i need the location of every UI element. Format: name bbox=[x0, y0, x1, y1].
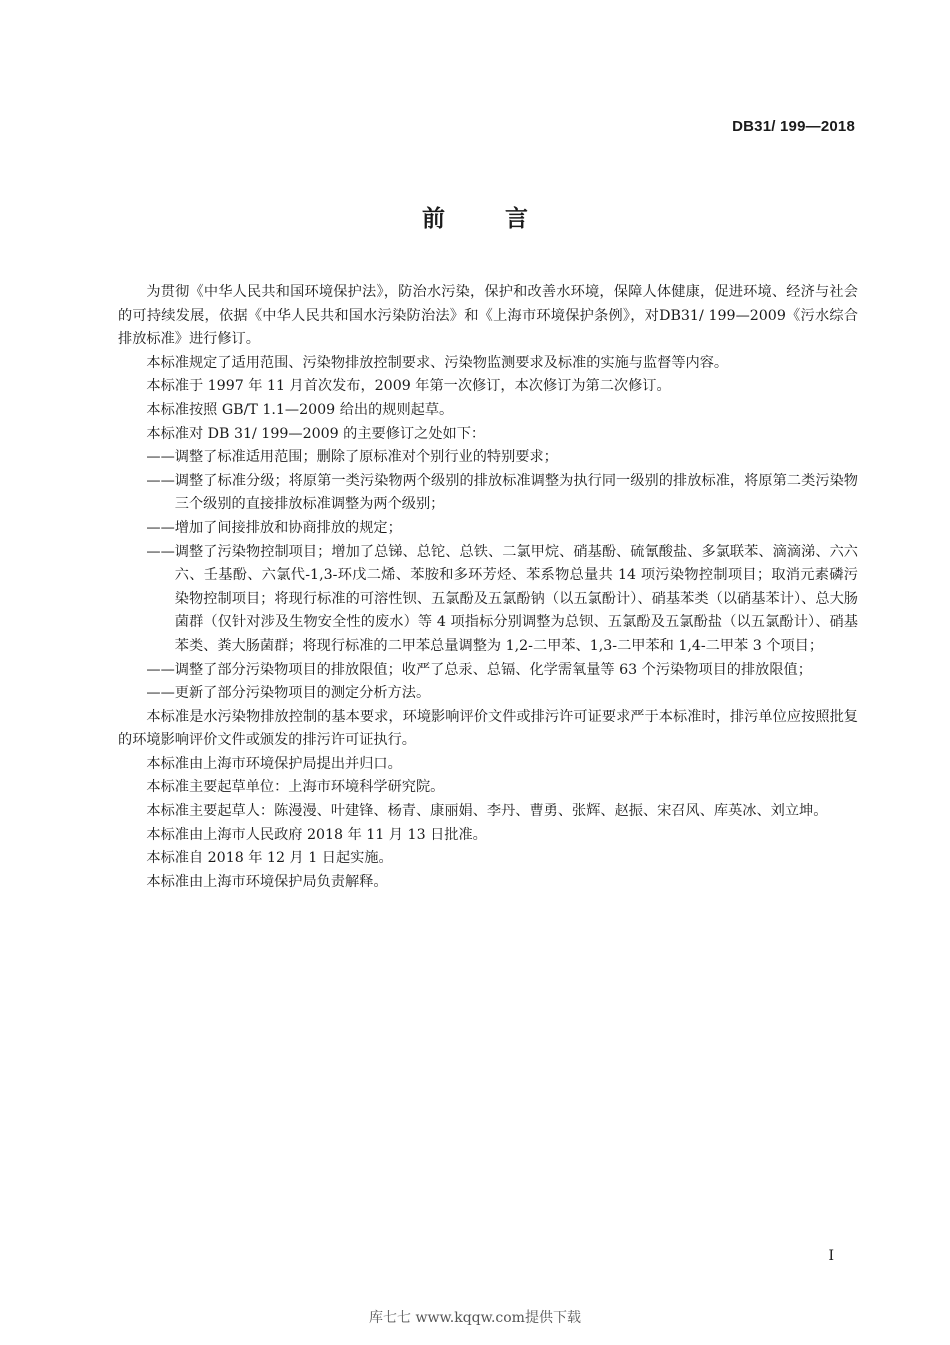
paragraph: 本标准是水污染物排放控制的基本要求，环境影响评价文件或排污许可证要求严于本标准时，排污单位应按照批复的环境影响评价文件或颁发的排污许可证执行。 bbox=[118, 708, 858, 749]
paragraph: 为贯彻《中华人民共和国环境保护法》，防治水污染，保护和改善水环境，保障人体健康，促进环境、经济与社会的可持续发展，依据《中华人民共和国水污染防治法》和《上海市环境保护条例》，对DB31/ 199—2009《污水综合排放标准》进行修订。 bbox=[118, 284, 858, 348]
revision-item: ——调整了污染物控制项目；增加了总锑、总铊、总铁、二氯甲烷、硝基酚、硫氰酸盐、多氯联苯、滴滴涕、六六六、壬基酚、六氯代-1,3-环戊二烯、苯胺和多环芳烃、苯系物总量共 14 项污染物控制项目；取消元素磷污染物控制项目；将现行标准的可溶性钡、五氯酚及五氯酚钠（以五氯酚计）、硝基苯类（以硝基苯计）、总大肠菌群（仅针对涉及生物安全性的废水）等 4 项指标分别调整为总钡、五氯酚及五氯酚盐（以五氯酚计）、硝基苯类、粪大肠菌群；将现行标准的二甲苯总量调整为 1,2-二甲苯、1,3-二甲苯和 1,4-二甲苯 3 个项目； bbox=[146, 543, 858, 654]
revision-item: ——调整了标准适用范围；删除了原标准对个别行业的特别要求； bbox=[146, 449, 558, 466]
download-watermark: 库七七 www.kqqw.com提供下载 bbox=[369, 1310, 581, 1326]
revision-item: ——增加了间接排放和协商排放的规定； bbox=[146, 519, 402, 536]
paragraph: 本标准主要起草人：陈漫漫、叶建锋、杨青、康丽娟、李丹、曹勇、张辉、赵振、宋召风、库英冰、刘立坤。 bbox=[146, 803, 828, 820]
page-title bbox=[0, 200, 950, 233]
revision-item: ——调整了标准分级；将原第一类污染物两个级别的排放标准调整为执行同一级别的排放标准，将原第二类污染物三个级别的直接排放标准调整为两个级别； bbox=[146, 472, 858, 513]
revision-item: ——更新了部分污染物项目的测定分析方法。 bbox=[146, 685, 431, 702]
paragraph: 本标准对 DB 31/ 199—2009 的主要修订之处如下： bbox=[146, 425, 486, 442]
title-char-1: 前 bbox=[422, 206, 445, 232]
paragraph: 本标准规定了适用范围、污染物排放控制要求、污染物监测要求及标准的实施与监督等内容。 bbox=[146, 354, 729, 371]
paragraph: 本标准自 2018 年 12 月 1 日起实施。 bbox=[146, 850, 393, 867]
paragraph: 本标准按照 GB/T 1.1—2009 给出的规则起草。 bbox=[146, 401, 454, 418]
revision-item: ——调整了部分污染物项目的排放限值；收严了总汞、总镉、化学需氧量等 63 个污染物项目的排放限值； bbox=[146, 661, 812, 678]
paragraph: 本标准由上海市环境保护局提出并归口。 bbox=[146, 755, 402, 772]
page-number: I bbox=[828, 1248, 834, 1264]
paragraph: 本标准由上海市人民政府 2018 年 11 月 13 日批准。 bbox=[146, 826, 487, 843]
paragraph: 本标准由上海市环境保护局负责解释。 bbox=[146, 873, 388, 890]
title-char-2: 言 bbox=[505, 206, 528, 232]
standard-code: DB31/ 199—2018 bbox=[732, 118, 855, 135]
foreword-body bbox=[118, 281, 858, 894]
paragraph: 本标准于 1997 年 11 月首次发布，2009 年第一次修订，本次修订为第二次修订。 bbox=[146, 378, 671, 395]
paragraph: 本标准主要起草单位：上海市环境科学研究院。 bbox=[146, 779, 445, 796]
